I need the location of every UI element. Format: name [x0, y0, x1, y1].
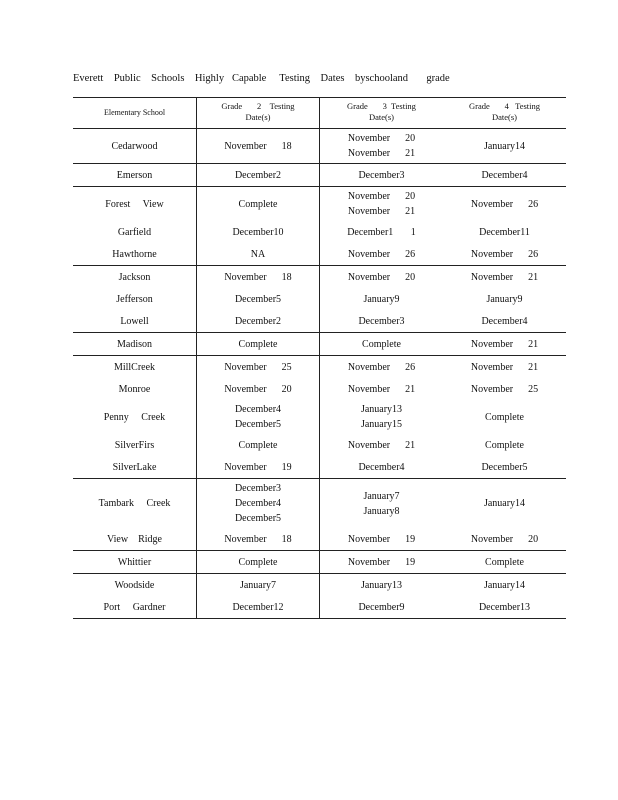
school-cell	[73, 528, 196, 550]
grade-3-cell-text: November 20	[347, 191, 416, 202]
grade-2-cell-text: November 18	[224, 140, 292, 152]
header-grade-4	[443, 98, 566, 128]
grade-4-cell	[443, 551, 566, 573]
column-divider	[319, 98, 320, 128]
school-cell-text: Forest View	[105, 198, 164, 210]
grade-2-cell	[196, 434, 320, 456]
school-cell	[73, 596, 196, 618]
grade-2-cell-text: December12	[232, 601, 284, 613]
grade-2-cell-text: December5	[234, 419, 282, 430]
school-cell-text: View Ridge	[107, 533, 162, 545]
grade-4-cell-text: December4	[481, 315, 528, 327]
school-cell	[73, 456, 196, 478]
grade-2-cell-text: December5	[234, 293, 282, 305]
grade-3-cell-text: January9	[363, 293, 400, 305]
grade-2-cell	[196, 164, 320, 186]
column-divider	[319, 551, 320, 573]
grade-3-cell-text: November 19	[347, 556, 416, 568]
grade-3-cell	[320, 378, 443, 400]
grade-2-cell	[196, 288, 320, 310]
grade-2-cell	[196, 129, 320, 163]
school-cell	[73, 221, 196, 243]
grade-2-cell-text: December2	[234, 169, 282, 181]
header-grade-3-label: Grade 3 Testing Date(s)	[347, 101, 416, 122]
school-cell	[73, 574, 196, 596]
grade-2-cell	[196, 356, 320, 378]
grade-3-cell-text: January15	[360, 419, 403, 430]
column-divider	[196, 551, 197, 573]
grade-4-cell-text: January14	[483, 140, 526, 152]
grade-3-cell	[320, 574, 443, 596]
school-cell	[73, 164, 196, 186]
grade-3-cell-text: December3	[358, 169, 405, 181]
school-cell	[73, 551, 196, 573]
grade-2-cell	[196, 221, 320, 243]
school-cell	[73, 400, 196, 434]
row-group	[73, 266, 566, 333]
grade-3-cell-text: December9	[358, 601, 405, 613]
grade-4-cell-text: November 20	[470, 533, 539, 545]
grade-3-cell	[320, 266, 443, 288]
school-cell-text: Jefferson	[116, 293, 153, 305]
grade-4-cell	[443, 164, 566, 186]
header-grade-2-label: Grade 2 Testing Date(s)	[221, 101, 295, 122]
grade-3-cell	[320, 288, 443, 310]
grade-3-cell	[320, 164, 443, 186]
grade-4-cell-text: Complete	[485, 439, 524, 451]
grade-3-cell	[320, 129, 443, 163]
grade-3-cell-text: January13	[360, 579, 403, 591]
grade-3-cell-text: November 21	[347, 439, 416, 451]
school-cell-text: Port Gardner	[103, 601, 166, 613]
column-divider	[196, 164, 197, 186]
grade-4-cell	[443, 378, 566, 400]
row-group	[73, 574, 566, 619]
grade-3-cell	[320, 310, 443, 332]
column-divider	[196, 187, 197, 265]
column-divider	[196, 574, 197, 618]
grade-4-cell-text: December13	[478, 601, 531, 613]
school-cell-text: Jackson	[118, 271, 151, 283]
grade-2-cell-text: November 19	[224, 461, 292, 473]
grade-2-cell-text: December4	[234, 498, 282, 509]
grade-2-cell	[196, 333, 320, 355]
grade-4-cell-text: November 25	[470, 383, 539, 395]
grade-2-cell	[196, 528, 320, 550]
grade-4-cell	[443, 243, 566, 265]
row-group	[73, 333, 566, 356]
grade-3-cell-text: January13	[360, 404, 403, 415]
grade-4-cell	[443, 288, 566, 310]
school-cell-text: Madison	[117, 338, 152, 350]
school-cell-text: Penny Creek	[103, 411, 166, 423]
column-divider	[196, 129, 197, 163]
row-group	[73, 187, 566, 266]
grade-3-cell-text: Complete	[362, 338, 401, 350]
row-group	[73, 551, 566, 574]
grade-3-cell-text: December3	[358, 315, 405, 327]
grade-3-cell	[320, 187, 443, 221]
row-group	[73, 479, 566, 551]
school-cell	[73, 479, 196, 528]
grade-2-cell	[196, 243, 320, 265]
grade-4-cell	[443, 333, 566, 355]
grade-3-cell-text: November 21	[347, 148, 416, 159]
grade-2-cell-text: December2	[234, 315, 282, 327]
school-cell-text: MillCreek	[113, 361, 156, 373]
column-divider	[319, 187, 320, 265]
grade-3-cell	[320, 596, 443, 618]
grade-4-cell-text: November 26	[470, 198, 539, 210]
row-group	[73, 356, 566, 479]
grade-2-cell	[196, 456, 320, 478]
school-cell	[73, 356, 196, 378]
grade-3-cell-text: November 21	[347, 383, 416, 395]
grade-4-cell	[443, 528, 566, 550]
grade-3-cell-text: December4	[358, 461, 405, 473]
column-divider	[319, 266, 320, 332]
column-divider	[196, 479, 197, 550]
grade-2-cell	[196, 400, 320, 434]
grade-2-cell-text: Complete	[238, 556, 278, 568]
school-cell	[73, 187, 196, 221]
grade-4-cell-text: November 26	[470, 248, 539, 260]
column-divider	[196, 333, 197, 355]
row-group	[73, 164, 566, 187]
school-cell-text: Woodside	[114, 579, 155, 591]
grade-2-cell	[196, 574, 320, 596]
grade-3-cell	[320, 333, 443, 355]
school-cell-text: Emerson	[116, 169, 153, 181]
grade-2-cell-text: Complete	[238, 439, 278, 451]
grade-3-cell	[320, 528, 443, 550]
column-divider	[319, 356, 320, 478]
grade-4-cell	[443, 574, 566, 596]
grade-2-cell-text: Complete	[238, 198, 278, 210]
header-school-label: Elementary School	[103, 108, 166, 117]
school-cell	[73, 129, 196, 163]
column-divider	[319, 479, 320, 550]
column-divider	[319, 574, 320, 618]
grade-2-cell	[196, 266, 320, 288]
column-divider	[196, 266, 197, 332]
grade-2-cell	[196, 479, 320, 528]
grade-4-cell-text: November 21	[470, 361, 539, 373]
grade-4-cell	[443, 434, 566, 456]
header-grade-2	[196, 98, 320, 128]
school-cell-text: Lowell	[120, 315, 149, 327]
grade-4-cell	[443, 187, 566, 221]
grade-4-cell	[443, 400, 566, 434]
school-cell	[73, 333, 196, 355]
grade-4-cell	[443, 266, 566, 288]
grade-3-cell	[320, 479, 443, 528]
grade-3-cell	[320, 243, 443, 265]
grade-4-cell	[443, 356, 566, 378]
header-grade-4-label: Grade 4 Testing Date(s)	[468, 101, 540, 122]
school-cell-text: Tambark Creek	[98, 498, 171, 509]
grade-3-cell	[320, 400, 443, 434]
document-title: Everett Public Schools Highly Capable Testing Dates byschooland grade	[73, 73, 450, 84]
school-cell	[73, 310, 196, 332]
school-cell-text: Cedarwood	[111, 140, 158, 152]
grade-2-cell-text: January7	[239, 579, 277, 591]
school-cell	[73, 378, 196, 400]
grade-2-cell	[196, 378, 320, 400]
grade-2-cell	[196, 596, 320, 618]
grade-3-cell-text: November 26	[347, 361, 416, 373]
grade-3-cell-text: January7	[363, 490, 400, 502]
grade-4-cell-text: December5	[481, 461, 528, 473]
school-cell	[73, 243, 196, 265]
school-cell	[73, 288, 196, 310]
column-divider	[196, 356, 197, 478]
grade-4-cell-text: January9	[486, 293, 523, 305]
grade-3-cell	[320, 456, 443, 478]
grade-4-cell	[443, 129, 566, 163]
header-school	[73, 98, 196, 128]
grade-2-cell-text: December5	[234, 513, 282, 524]
school-cell	[73, 266, 196, 288]
grade-4-cell-text: December11	[479, 226, 530, 238]
grade-3-cell-text: November 21	[347, 206, 416, 217]
grade-3-cell	[320, 434, 443, 456]
grade-2-cell-text: NA	[250, 248, 266, 260]
grade-3-cell-text: December1 1	[347, 226, 416, 238]
grade-3-cell-text: November 20	[347, 133, 416, 144]
row-group	[73, 129, 566, 164]
grade-3-cell-text: November 19	[347, 533, 416, 545]
grade-2-cell-text: Complete	[238, 338, 278, 350]
school-cell-text: Whittier	[117, 556, 152, 568]
grade-4-cell-text: December4	[481, 169, 528, 181]
grade-3-cell-text: January8	[363, 505, 400, 517]
school-cell-text: Monroe	[118, 383, 151, 395]
grade-4-cell	[443, 456, 566, 478]
grade-3-cell-text: November 26	[347, 248, 416, 260]
grade-4-cell-text: November 21	[470, 338, 539, 350]
header-grade-3	[320, 98, 443, 128]
grade-4-cell	[443, 221, 566, 243]
column-divider	[319, 164, 320, 186]
grade-2-cell-text: November 18	[224, 533, 292, 545]
grade-4-cell-text: November 21	[470, 271, 539, 283]
grade-2-cell	[196, 551, 320, 573]
column-divider	[196, 98, 197, 128]
grade-2-cell	[196, 187, 320, 221]
table-body	[73, 129, 566, 619]
table-header	[73, 97, 566, 129]
grade-2-cell	[196, 310, 320, 332]
grade-4-cell	[443, 310, 566, 332]
grade-4-cell-text: Complete	[485, 556, 524, 568]
grade-3-cell-text: November 20	[347, 271, 416, 283]
grade-2-cell-text: November 25	[224, 361, 292, 373]
grade-3-cell	[320, 356, 443, 378]
grade-2-cell-text: December4	[234, 404, 282, 415]
grade-4-cell-text: January14	[483, 498, 526, 509]
grade-2-cell-text: December10	[232, 226, 284, 238]
school-cell-text: SilverFirs	[114, 439, 155, 451]
school-cell-text: Hawthorne	[112, 248, 157, 260]
school-cell	[73, 434, 196, 456]
grade-4-cell	[443, 596, 566, 618]
grade-4-cell-text: Complete	[485, 411, 524, 423]
grade-2-cell-text: December3	[234, 483, 282, 494]
grade-4-cell-text: January14	[483, 579, 526, 591]
column-divider	[319, 333, 320, 355]
grade-3-cell	[320, 551, 443, 573]
school-cell-text: Garfield	[117, 226, 152, 238]
school-cell-text: SilverLake	[112, 461, 157, 473]
grade-2-cell-text: November 18	[224, 271, 292, 283]
column-divider	[319, 129, 320, 163]
grade-4-cell	[443, 479, 566, 528]
grade-3-cell	[320, 221, 443, 243]
grade-2-cell-text: November 20	[224, 383, 292, 395]
testing-dates-table	[73, 97, 566, 619]
